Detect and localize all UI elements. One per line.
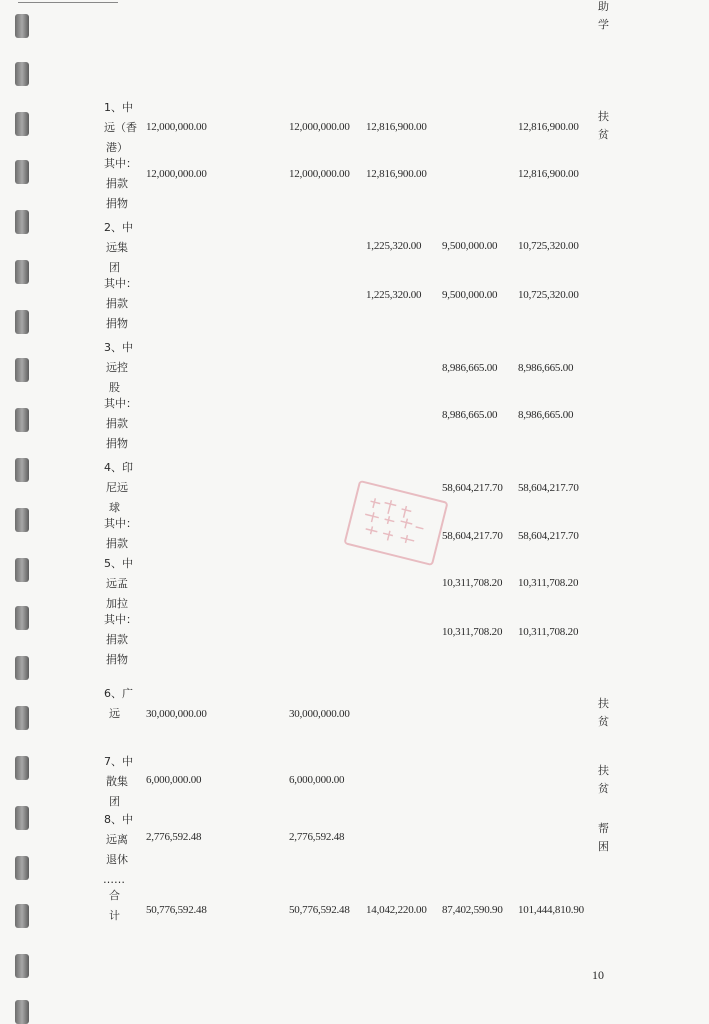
- cell-c5: 10,725,320.00: [518, 240, 579, 252]
- cell-c4: 10,311,708.20: [442, 577, 503, 589]
- page-number: 10: [592, 968, 604, 982]
- cell-c5: 10,311,708.20: [518, 626, 579, 638]
- row-label-line: 捐款: [106, 177, 128, 190]
- row-label-line: 尼远: [106, 481, 128, 494]
- binding-hole: [15, 904, 29, 928]
- row-label-line: 远: [109, 707, 120, 720]
- row-label-line: 其中：: [104, 157, 137, 170]
- row-label-line: 其中：: [104, 613, 137, 626]
- row-label-line: 其中：: [104, 517, 137, 530]
- binding-hole: [15, 856, 29, 880]
- cell-c4: 8,986,665.00: [442, 409, 498, 421]
- row-label-line: 团: [109, 261, 120, 274]
- row-label-line: 加拉: [106, 597, 128, 610]
- cell-c2: 2,776,592.48: [289, 831, 345, 843]
- binding-hole: [15, 358, 29, 382]
- cell-c5: 101,444,810.90: [518, 904, 584, 916]
- cell-c2: 50,776,592.48: [289, 904, 350, 916]
- binding-hole: [15, 458, 29, 482]
- binding-hole: [15, 14, 29, 38]
- row-label-line: 捐物: [106, 197, 128, 210]
- cell-c2: 12,000,000.00: [289, 121, 350, 133]
- cell-c4: 9,500,000.00: [442, 240, 498, 252]
- row-label-line: 5、中: [104, 557, 133, 570]
- row-label-line: 港）: [106, 141, 128, 154]
- binding-hole: [15, 606, 29, 630]
- row-note: 助: [598, 0, 609, 13]
- binding-hole: [15, 706, 29, 730]
- cell-c2: 12,000,000.00: [289, 168, 350, 180]
- row-label-line: 6、广: [104, 687, 133, 700]
- row-label-line: 7、中: [104, 755, 133, 768]
- cell-c5: 12,816,900.00: [518, 121, 579, 133]
- row-label-line: 远离: [106, 833, 128, 846]
- cell-c3: 1,225,320.00: [366, 240, 422, 252]
- row-label-line: 远集: [106, 241, 128, 254]
- row-label-line: 4、印: [104, 461, 133, 474]
- binding-hole: [15, 62, 29, 86]
- binding-hole: [15, 756, 29, 780]
- row-label-line: 退休: [106, 853, 128, 866]
- row-label-line: 远（香: [104, 121, 137, 134]
- binding-hole: [15, 310, 29, 334]
- row-note: 贫: [598, 782, 609, 795]
- row-label-line: 远孟: [106, 577, 128, 590]
- cell-c1: 6,000,000.00: [146, 774, 202, 786]
- cell-c3: 12,816,900.00: [366, 121, 427, 133]
- binding-hole: [15, 656, 29, 680]
- row-label-line: 团: [109, 795, 120, 808]
- cell-c1: 2,776,592.48: [146, 831, 202, 843]
- row-label-line: ……: [103, 873, 125, 886]
- row-label-line: 计: [109, 909, 120, 922]
- cell-c5: 8,986,665.00: [518, 409, 574, 421]
- row-label-line: 捐物: [106, 437, 128, 450]
- row-label-line: 远控: [106, 361, 128, 374]
- cell-c4: 9,500,000.00: [442, 289, 498, 301]
- cell-c4: 58,604,217.70: [442, 530, 503, 542]
- row-label-line: 3、中: [104, 341, 133, 354]
- cell-c3: 12,816,900.00: [366, 168, 427, 180]
- scan-edge-line: [18, 2, 118, 3]
- row-label-line: 捐款: [106, 297, 128, 310]
- row-note: 扶: [598, 697, 609, 710]
- row-note: 帮: [598, 822, 609, 835]
- row-label-line: 球: [109, 501, 120, 514]
- row-label-line: 其中：: [104, 397, 137, 410]
- binding-hole: [15, 160, 29, 184]
- row-label-line: 散集: [106, 775, 128, 788]
- cell-c2: 6,000,000.00: [289, 774, 345, 786]
- binding-hole: [15, 954, 29, 978]
- cell-c5: 10,725,320.00: [518, 289, 579, 301]
- official-seal: [343, 480, 448, 566]
- row-label-line: 2、中: [104, 221, 133, 234]
- binding-hole: [15, 112, 29, 136]
- cell-c3: 14,042,220.00: [366, 904, 427, 916]
- row-label-line: 8、中: [104, 813, 133, 826]
- cell-c5: 58,604,217.70: [518, 530, 579, 542]
- cell-c1: 12,000,000.00: [146, 121, 207, 133]
- binding-hole: [15, 210, 29, 234]
- cell-c1: 12,000,000.00: [146, 168, 207, 180]
- row-note: 学: [598, 18, 609, 31]
- row-note: 贫: [598, 715, 609, 728]
- row-note: 扶: [598, 110, 609, 123]
- row-label-line: 捐款: [106, 537, 128, 550]
- row-label-line: 股: [109, 381, 120, 394]
- row-label-line: 捐款: [106, 633, 128, 646]
- cell-c5: 10,311,708.20: [518, 577, 579, 589]
- binding-hole: [15, 558, 29, 582]
- cell-c5: 8,986,665.00: [518, 362, 574, 374]
- binding-hole: [15, 806, 29, 830]
- binding-hole: [15, 260, 29, 284]
- row-label-line: 合: [109, 889, 120, 902]
- cell-c3: 1,225,320.00: [366, 289, 422, 301]
- cell-c2: 30,000,000.00: [289, 708, 350, 720]
- cell-c4: 10,311,708.20: [442, 626, 503, 638]
- row-label-line: 捐款: [106, 417, 128, 430]
- cell-c1: 50,776,592.48: [146, 904, 207, 916]
- binding-hole: [15, 408, 29, 432]
- row-note: 困: [598, 840, 609, 853]
- row-label-line: 捐物: [106, 317, 128, 330]
- row-label-line: 1、中: [104, 101, 133, 114]
- cell-c5: 58,604,217.70: [518, 482, 579, 494]
- cell-c4: 87,402,590.90: [442, 904, 503, 916]
- row-note: 扶: [598, 764, 609, 777]
- cell-c5: 12,816,900.00: [518, 168, 579, 180]
- binding-hole: [15, 508, 29, 532]
- cell-c4: 58,604,217.70: [442, 482, 503, 494]
- binding-hole: [15, 1000, 29, 1024]
- row-label-line: 其中：: [104, 277, 137, 290]
- row-label-line: 捐物: [106, 653, 128, 666]
- row-note: 贫: [598, 128, 609, 141]
- cell-c1: 30,000,000.00: [146, 708, 207, 720]
- cell-c4: 8,986,665.00: [442, 362, 498, 374]
